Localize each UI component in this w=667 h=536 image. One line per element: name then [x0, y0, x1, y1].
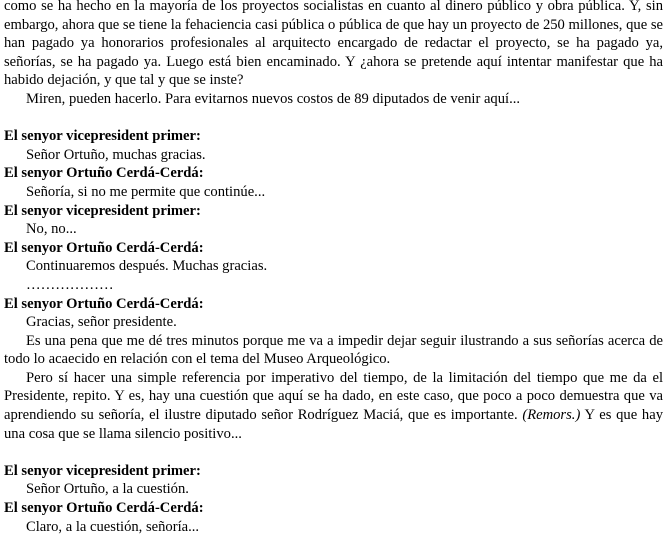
- speech-text: No, no...: [26, 221, 77, 238]
- speech-text: Gracias, señor presidente.: [26, 314, 177, 331]
- speaker-name: El senyor vicepresident primer:: [4, 202, 201, 219]
- speaker-name: El senyor Ortuño Cerdá-Cerdá:: [4, 500, 204, 517]
- paragraph-text: Pero sí hacer una simple referencia por imperativo del tiempo, de la limitación del tiempo que me da el Presidente, repito. Y es, hay una cuestión que aquí se ha dado, en este caso, que poco a poco demuestra que va aprendiendo su señoría, el ilustre diputado señor Rodríguez Maciá, que es importante.: [4, 369, 663, 424]
- speaker-name: El senyor Ortuño Cerdá-Cerdá:: [4, 295, 204, 312]
- paragraph-text: Y es que hay una cosa que se llama silencio positivo...: [4, 407, 664, 442]
- speech-text: Claro, a la cuestión, señoría...: [26, 518, 200, 535]
- paragraph-miren: Miren, pueden hacerlo. Para evitarnos nuevos costos de 89 diputados de venir aquí...: [26, 90, 521, 107]
- blank-line: [4, 109, 663, 128]
- blank-line: [4, 443, 663, 462]
- paragraph-silencio: [4, 369, 663, 443]
- speaker-name: El senyor vicepresident primer:: [4, 462, 201, 479]
- speaker-name: El senyor Ortuño Cerdá-Cerdá:: [4, 165, 204, 182]
- speech-text: Señor Ortuño, muchas gracias.: [26, 146, 206, 163]
- paragraph-museo: Es una pena que me dé tres minutos porque me va a impedir dejar seguir ilustrando a sus señorías acerca de todo lo acaecido en relación con el tema del Museo Arqueológico.: [4, 332, 663, 368]
- speaker-name: El senyor Ortuño Cerdá-Cerdá:: [4, 239, 204, 256]
- ellipsis-separator: ………………: [26, 276, 114, 293]
- transcript-page: [4, 0, 663, 536]
- speech-text: Continuaremos después. Muchas gracias.: [26, 258, 268, 275]
- stage-direction: (Remors.): [522, 407, 581, 424]
- speech-text: Señoría, si no me permite que continúe...: [26, 183, 266, 200]
- speaker-name: El senyor vicepresident primer:: [4, 128, 201, 145]
- paragraph-continuation: como se ha hecho en la mayoría de los proyectos socialistas en cuanto al dinero público y obra pública. Y, sin embargo, ahora que se tiene la fehaciencia casi pública o pública de que hay un proyecto de 250 millones, que se han pagado ya honorarios profesionales al arquitecto encargado de redactar el proyecto, se ha pagado ya, señorías, se ha pagado ya. Luego está bien encaminado. Y ¿ahora se pretende aquí intentar manifestar que ha habido dejación, y que tal y que se inste?: [4, 0, 663, 89]
- speech-text: Señor Ortuño, a la cuestión.: [26, 481, 189, 498]
